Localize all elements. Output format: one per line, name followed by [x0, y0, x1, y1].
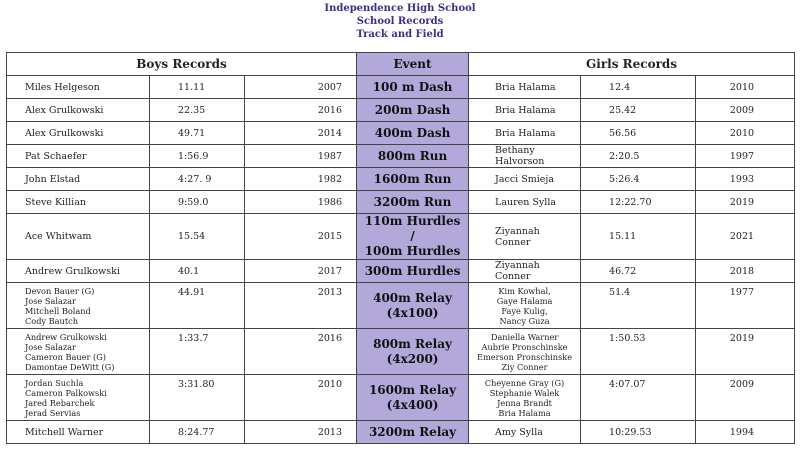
girls-athlete-line: Amy Sylla	[495, 426, 543, 438]
event-name-line: 1600m Relay	[368, 382, 457, 397]
girls-mark: 2:20.5	[581, 145, 696, 168]
table-header-row	[7, 53, 795, 76]
girls-athlete-line: Bria Halama	[495, 81, 556, 93]
boys-year: 2013	[245, 283, 357, 329]
girls-year: 1993	[696, 168, 795, 191]
girls-mark: 51.4	[581, 283, 696, 329]
girls-mark: 46.72	[581, 260, 696, 283]
boys-athlete-line: Cody Bautch	[25, 315, 78, 326]
girls-athlete	[469, 191, 581, 214]
boys-athlete-line: Ace Whitwam	[25, 231, 92, 242]
event-name	[357, 214, 469, 260]
girls-athlete-line: Faye Kulig,	[501, 305, 548, 316]
boys-athlete	[7, 375, 150, 421]
table-row	[7, 260, 795, 283]
boys-athlete	[7, 260, 150, 283]
girls-year: 2009	[696, 99, 795, 122]
girls-year: 2019	[696, 191, 795, 214]
event-name	[357, 329, 469, 375]
girls-year: 2010	[696, 122, 795, 145]
boys-athlete	[7, 214, 150, 260]
girls-mark: 56.56	[581, 122, 696, 145]
girls-year: 1994	[696, 421, 795, 444]
girls-athlete-line: Jacci Smieja	[495, 173, 554, 185]
event-name-line: 200m Dash	[374, 102, 451, 117]
girls-athlete-line: Emerson Pronschinske	[476, 351, 573, 362]
boys-athlete	[7, 191, 150, 214]
girls-athlete-line: Cheyenne Gray (G)	[484, 377, 565, 388]
boys-mark: 3:31.80	[150, 375, 245, 421]
boys-year: 1987	[245, 145, 357, 168]
event-name	[357, 421, 469, 444]
table-row	[7, 191, 795, 214]
boys-athlete	[7, 122, 150, 145]
girls-athlete	[469, 145, 581, 168]
boys-mark: 4:27. 9	[150, 168, 245, 191]
girls-athlete-line: Gaye Halama	[496, 295, 553, 306]
boys-athlete-line: Jose Salazar	[25, 295, 76, 306]
boys-athlete	[7, 168, 150, 191]
boys-year: 2013	[245, 421, 357, 444]
boys-mark: 1:56.9	[150, 145, 245, 168]
table-row	[7, 421, 795, 444]
girls-athlete	[469, 168, 581, 191]
girls-athlete-line: Jenna Brandt	[497, 397, 552, 408]
girls-athlete-line: Bria Halama	[495, 104, 556, 116]
document-subtitle: Track and Field	[356, 29, 444, 40]
event-name-line: (4x100)	[386, 305, 439, 320]
records-table	[6, 52, 795, 444]
boys-athlete-line: Jose Salazar	[25, 341, 76, 352]
table-row	[7, 99, 795, 122]
girls-athlete-line: Bria Halama	[498, 407, 551, 418]
girls-athlete	[469, 421, 581, 444]
boys-mark: 40.1	[150, 260, 245, 283]
boys-athlete-line: Devon Bauer (G)	[25, 285, 95, 296]
boys-athlete-line: John Elstad	[25, 173, 81, 185]
event-name-line: 100 m Dash	[372, 79, 453, 94]
table-row	[7, 283, 795, 329]
event-name	[357, 191, 469, 214]
table-row	[7, 329, 795, 375]
boys-athlete	[7, 421, 150, 444]
boys-athlete	[7, 329, 150, 375]
boys-year: 1986	[245, 191, 357, 214]
boys-athlete-line: Jerad Servias	[25, 407, 81, 418]
table-row	[7, 122, 795, 145]
girls-athlete	[469, 214, 581, 260]
girls-year: 2021	[696, 214, 795, 260]
table-row	[7, 145, 795, 168]
event-name	[357, 145, 469, 168]
table-row	[7, 168, 795, 191]
event-name-line: 100m Hurdles	[364, 244, 461, 258]
boys-athlete-line: Cameron Bauer (G)	[25, 351, 106, 362]
boys-year: 2017	[245, 260, 357, 283]
boys-records-header: Boys Records	[7, 53, 357, 76]
event-name-line: 300m Hurdles	[364, 263, 461, 278]
boys-year: 2016	[245, 99, 357, 122]
boys-athlete-line: Jordan Suchla	[25, 377, 84, 388]
records-body	[7, 76, 795, 444]
girls-year: 2010	[696, 76, 795, 99]
girls-athlete	[469, 329, 581, 375]
event-name-line: 400m Dash	[374, 125, 451, 140]
girls-athlete-line: Aubrie Pronschinske	[481, 341, 568, 352]
table-row	[7, 76, 795, 99]
event-name-line: 3200m Relay	[368, 424, 457, 439]
girls-athlete-line: Bria Halama	[495, 127, 556, 139]
document-title: School Records	[356, 16, 444, 27]
event-name	[357, 260, 469, 283]
girls-mark: 10:29.53	[581, 421, 696, 444]
girls-athlete-line: Lauren Sylla	[495, 196, 557, 208]
girls-athlete-line: Bethany Halvorson	[495, 145, 545, 167]
girls-year: 1997	[696, 145, 795, 168]
boys-athlete-line: Andrew Grulkowski	[25, 331, 107, 342]
event-name	[357, 375, 469, 421]
boys-athlete-line: Andrew Grulkowski	[25, 265, 120, 277]
event-name-line: 3200m Run	[373, 194, 452, 209]
boys-athlete-line: Jared Rebarchek	[25, 397, 95, 408]
girls-mark: 4:07.07	[581, 375, 696, 421]
event-name-line: (4x200)	[386, 351, 439, 366]
girls-mark: 12.4	[581, 76, 696, 99]
boys-year: 2015	[245, 214, 357, 260]
school-name: Independence High School	[324, 3, 476, 14]
boys-athlete-line: Cameron Palkowski	[25, 387, 107, 398]
boys-mark: 1:33.7	[150, 329, 245, 375]
boys-mark: 8:24.77	[150, 421, 245, 444]
boys-year: 2014	[245, 122, 357, 145]
boys-year: 2010	[245, 375, 357, 421]
girls-athlete	[469, 283, 581, 329]
boys-mark: 49.71	[150, 122, 245, 145]
boys-athlete-line: Miles Helgeson	[25, 81, 100, 93]
boys-athlete-line: Alex Grulkowski	[25, 127, 104, 139]
boys-mark: 22.35	[150, 99, 245, 122]
girls-year: 2018	[696, 260, 795, 283]
event-name	[357, 122, 469, 145]
girls-mark: 5:26.4	[581, 168, 696, 191]
girls-mark: 1:50.53	[581, 329, 696, 375]
event-name	[357, 99, 469, 122]
event-name-line: 800m Run	[377, 148, 448, 163]
girls-year: 2009	[696, 375, 795, 421]
event-name-line: 800m Relay	[373, 336, 452, 351]
event-name-line: 1600m Run	[373, 171, 452, 186]
boys-year: 2007	[245, 76, 357, 99]
boys-athlete-line: Mitchell Warner	[25, 426, 104, 438]
boys-athlete-line: Alex Grulkowski	[25, 104, 104, 116]
boys-mark: 15.54	[150, 214, 245, 260]
girls-year: 1977	[696, 283, 795, 329]
table-row	[7, 214, 795, 260]
event-name-line: (4x400)	[386, 397, 439, 412]
event-name	[357, 76, 469, 99]
document-header	[0, 2, 800, 41]
boys-athlete-line: Steve Killian	[25, 196, 86, 208]
girls-athlete	[469, 260, 581, 283]
event-header: Event	[357, 53, 469, 76]
event-name-line: 400m Relay	[373, 290, 452, 305]
girls-athlete-line: Nancy Guza	[499, 315, 550, 326]
girls-year: 2019	[696, 329, 795, 375]
girls-athlete	[469, 76, 581, 99]
girls-athlete-line: Daniella Warner	[490, 331, 559, 342]
boys-athlete	[7, 76, 150, 99]
girls-mark: 25.42	[581, 99, 696, 122]
event-name	[357, 283, 469, 329]
boys-athlete	[7, 99, 150, 122]
boys-year: 2016	[245, 329, 357, 375]
girls-athlete-line: Ziyannah Conner	[495, 260, 540, 282]
girls-athlete	[469, 99, 581, 122]
girls-athlete-line: Ziyannah Conner	[495, 225, 540, 248]
table-row	[7, 375, 795, 421]
event-name-line: 110m Hurdles /	[364, 214, 461, 243]
boys-athlete-line: Mitchell Boland	[25, 305, 91, 316]
girls-athlete-line: Stephanie Walek	[489, 387, 560, 398]
girls-athlete-line: Kim Kowhal,	[498, 285, 551, 296]
girls-athlete	[469, 375, 581, 421]
boys-athlete-line: Pat Schaefer	[25, 150, 87, 162]
girls-mark: 12:22.70	[581, 191, 696, 214]
event-name	[357, 168, 469, 191]
boys-athlete	[7, 283, 150, 329]
boys-athlete-line: Damontae DeWitt (G)	[25, 361, 115, 372]
boys-mark: 9:59.0	[150, 191, 245, 214]
boys-year: 1982	[245, 168, 357, 191]
girls-athlete	[469, 122, 581, 145]
girls-mark: 15.11	[581, 214, 696, 260]
boys-athlete	[7, 145, 150, 168]
girls-athlete-line: Ziy Conner	[501, 361, 548, 372]
boys-mark: 11.11	[150, 76, 245, 99]
boys-mark: 44.91	[150, 283, 245, 329]
girls-records-header: Girls Records	[469, 53, 795, 76]
